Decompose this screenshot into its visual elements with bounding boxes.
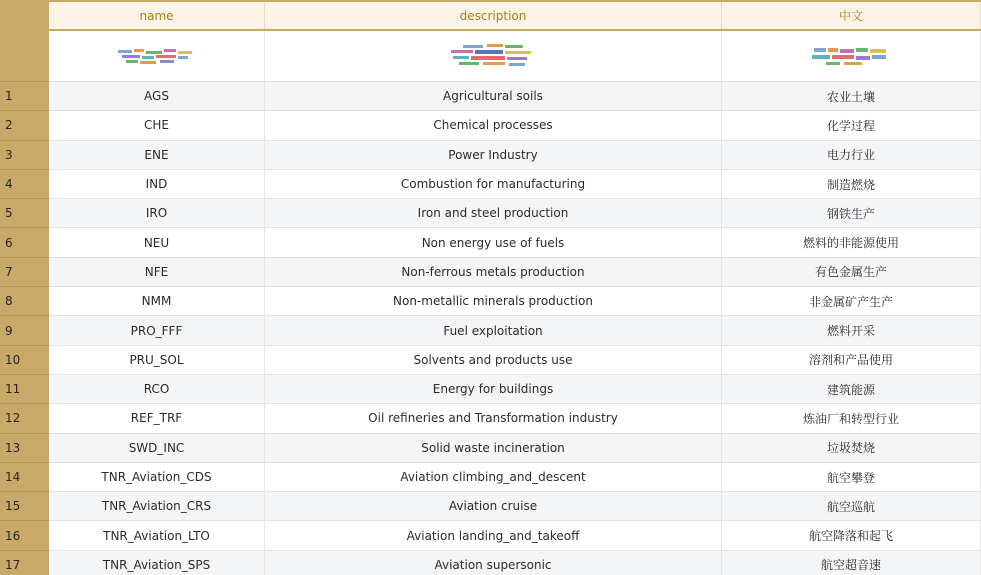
table-row[interactable] bbox=[0, 375, 981, 404]
cell-name[interactable]: TNR_Aviation_LTO bbox=[49, 521, 265, 550]
table-row[interactable] bbox=[0, 551, 981, 575]
cell-name[interactable]: TNR_Aviation_CRS bbox=[49, 492, 265, 521]
row-index: 3 bbox=[0, 141, 49, 170]
index-header bbox=[0, 2, 49, 29]
cell-description[interactable]: Non energy use of fuels bbox=[265, 228, 722, 257]
table-row[interactable] bbox=[0, 258, 981, 287]
cell-description[interactable]: Oil refineries and Transformation industry bbox=[265, 404, 722, 433]
row-index: 14 bbox=[0, 463, 49, 492]
row-index: 7 bbox=[0, 258, 49, 287]
table-row[interactable] bbox=[0, 111, 981, 140]
cell-zh[interactable]: 非金属矿产生产 bbox=[722, 287, 981, 316]
zh-wordcloud-icon bbox=[806, 44, 896, 68]
row-index: 17 bbox=[0, 551, 49, 575]
table-body bbox=[0, 82, 981, 575]
cell-description[interactable]: Aviation supersonic bbox=[265, 551, 722, 575]
table-row[interactable] bbox=[0, 492, 981, 521]
cell-zh[interactable]: 溶剂和产品使用 bbox=[722, 346, 981, 375]
cell-name[interactable]: SWD_INC bbox=[49, 434, 265, 463]
column-header-name[interactable]: name bbox=[49, 2, 265, 29]
cell-description[interactable]: Agricultural soils bbox=[265, 82, 722, 111]
cell-zh[interactable]: 钢铁生产 bbox=[722, 199, 981, 228]
cell-description[interactable]: Aviation climbing_and_descent bbox=[265, 463, 722, 492]
name-wordcloud-cell bbox=[49, 31, 265, 82]
cell-name[interactable]: NMM bbox=[49, 287, 265, 316]
column-header-zh[interactable]: 中文 bbox=[722, 2, 981, 29]
cell-name[interactable]: NFE bbox=[49, 258, 265, 287]
row-index: 9 bbox=[0, 316, 49, 345]
row-index: 15 bbox=[0, 492, 49, 521]
row-index: 4 bbox=[0, 170, 49, 199]
cell-description[interactable]: Combustion for manufacturing bbox=[265, 170, 722, 199]
description-wordcloud-icon bbox=[443, 41, 543, 71]
row-index: 5 bbox=[0, 199, 49, 228]
table-row[interactable] bbox=[0, 82, 981, 111]
description-wordcloud-cell bbox=[265, 31, 722, 82]
table-row[interactable] bbox=[0, 346, 981, 375]
table-row[interactable] bbox=[0, 463, 981, 492]
cell-zh[interactable]: 垃圾焚烧 bbox=[722, 434, 981, 463]
cell-name[interactable]: NEU bbox=[49, 228, 265, 257]
cell-zh[interactable]: 农业土壤 bbox=[722, 82, 981, 111]
cell-description[interactable]: Solid waste incineration bbox=[265, 434, 722, 463]
cell-description[interactable]: Non-ferrous metals production bbox=[265, 258, 722, 287]
table-header bbox=[0, 0, 981, 31]
cell-name[interactable]: CHE bbox=[49, 111, 265, 140]
cell-zh[interactable]: 燃料的非能源使用 bbox=[722, 228, 981, 257]
cell-description[interactable]: Aviation cruise bbox=[265, 492, 722, 521]
cell-name[interactable]: TNR_Aviation_CDS bbox=[49, 463, 265, 492]
cell-zh[interactable]: 建筑能源 bbox=[722, 375, 981, 404]
table-row[interactable] bbox=[0, 141, 981, 170]
row-index: 6 bbox=[0, 228, 49, 257]
cell-name[interactable]: IRO bbox=[49, 199, 265, 228]
row-index: 13 bbox=[0, 434, 49, 463]
column-summary-row bbox=[0, 31, 981, 82]
table-row[interactable] bbox=[0, 199, 981, 228]
cell-description[interactable]: Energy for buildings bbox=[265, 375, 722, 404]
table-row[interactable] bbox=[0, 228, 981, 257]
table-row[interactable] bbox=[0, 521, 981, 550]
cell-name[interactable]: TNR_Aviation_SPS bbox=[49, 551, 265, 575]
table-row[interactable] bbox=[0, 316, 981, 345]
row-index: 1 bbox=[0, 82, 49, 111]
cell-description[interactable]: Solvents and products use bbox=[265, 346, 722, 375]
cell-zh[interactable]: 燃料开采 bbox=[722, 316, 981, 345]
cell-description[interactable]: Chemical processes bbox=[265, 111, 722, 140]
cell-description[interactable]: Non-metallic minerals production bbox=[265, 287, 722, 316]
cell-zh[interactable]: 化学过程 bbox=[722, 111, 981, 140]
table-row[interactable] bbox=[0, 434, 981, 463]
cell-name[interactable]: RCO bbox=[49, 375, 265, 404]
row-index: 10 bbox=[0, 346, 49, 375]
table-row[interactable] bbox=[0, 170, 981, 199]
cell-zh[interactable]: 航空降落和起飞 bbox=[722, 521, 981, 550]
cell-name[interactable]: AGS bbox=[49, 82, 265, 111]
column-header-description[interactable]: description bbox=[265, 2, 722, 29]
cell-name[interactable]: REF_TRF bbox=[49, 404, 265, 433]
row-index: 12 bbox=[0, 404, 49, 433]
cell-name[interactable]: IND bbox=[49, 170, 265, 199]
cell-zh[interactable]: 电力行业 bbox=[722, 141, 981, 170]
cell-zh[interactable]: 航空超音速 bbox=[722, 551, 981, 575]
cell-description[interactable]: Aviation landing_and_takeoff bbox=[265, 521, 722, 550]
zh-wordcloud-cell bbox=[722, 31, 981, 82]
table-row[interactable] bbox=[0, 287, 981, 316]
row-index: 8 bbox=[0, 287, 49, 316]
cell-name[interactable]: ENE bbox=[49, 141, 265, 170]
table-row[interactable] bbox=[0, 404, 981, 433]
row-index: 16 bbox=[0, 521, 49, 550]
cell-zh[interactable]: 炼油厂和转型行业 bbox=[722, 404, 981, 433]
cell-name[interactable]: PRO_FFF bbox=[49, 316, 265, 345]
cell-zh[interactable]: 航空攀登 bbox=[722, 463, 981, 492]
cell-description[interactable]: Power Industry bbox=[265, 141, 722, 170]
row-index: 11 bbox=[0, 375, 49, 404]
cell-zh[interactable]: 航空巡航 bbox=[722, 492, 981, 521]
summary-index-cell bbox=[0, 31, 49, 82]
cell-zh[interactable]: 有色金属生产 bbox=[722, 258, 981, 287]
cell-zh[interactable]: 制造燃烧 bbox=[722, 170, 981, 199]
cell-description[interactable]: Iron and steel production bbox=[265, 199, 722, 228]
cell-description[interactable]: Fuel exploitation bbox=[265, 316, 722, 345]
name-wordcloud-icon bbox=[112, 45, 202, 67]
row-index: 2 bbox=[0, 111, 49, 140]
cell-name[interactable]: PRU_SOL bbox=[49, 346, 265, 375]
